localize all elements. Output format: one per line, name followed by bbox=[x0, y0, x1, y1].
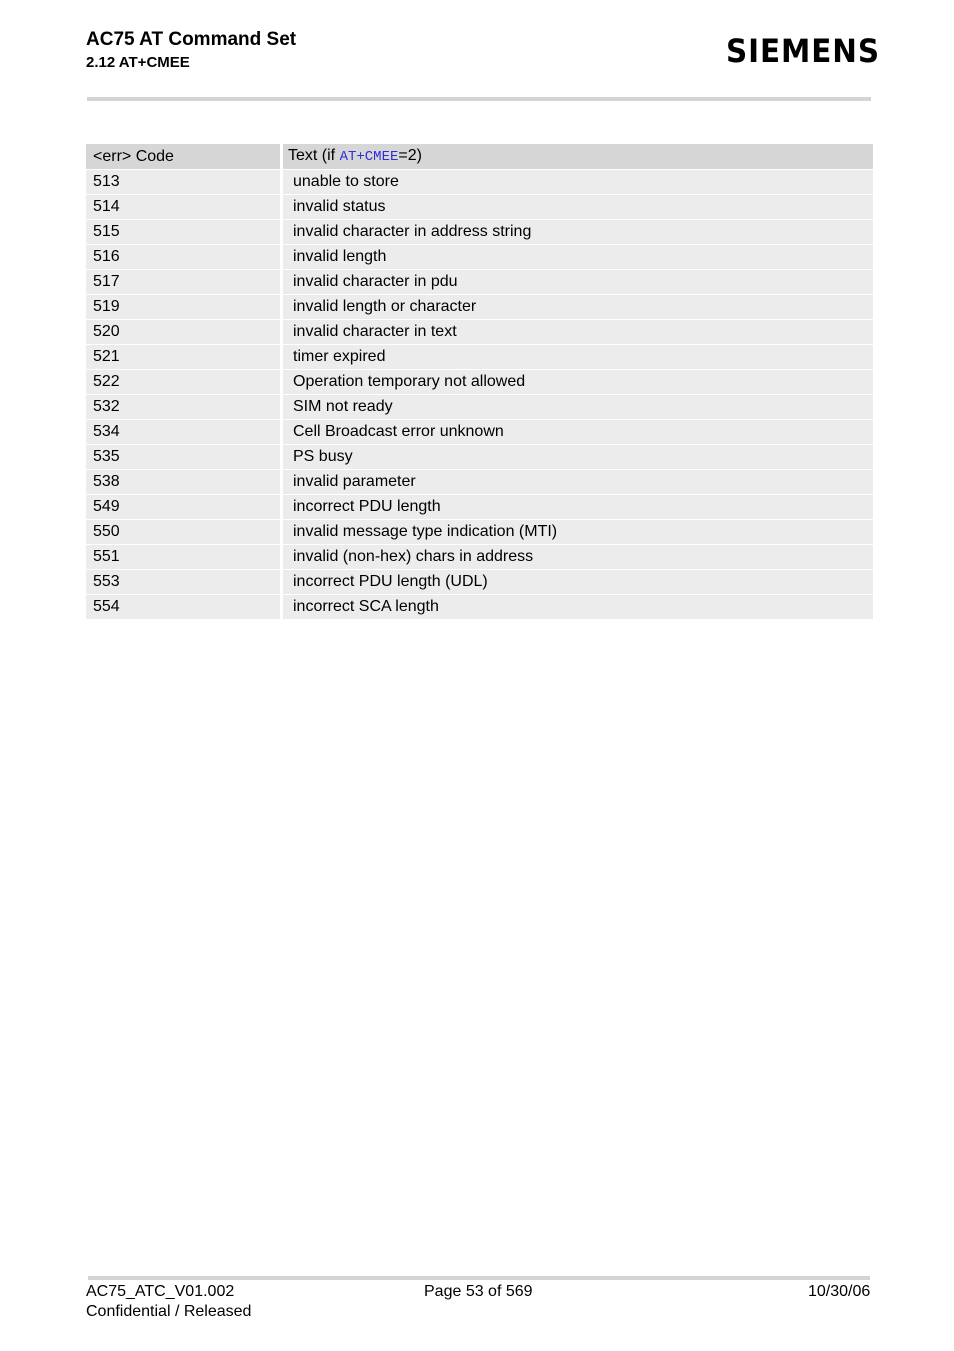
error-text-cell: invalid (non-hex) chars in address bbox=[283, 545, 873, 570]
header-text-prefix: Text (if bbox=[288, 147, 340, 164]
table-row bbox=[86, 595, 873, 620]
table-row bbox=[86, 545, 873, 570]
table-row bbox=[86, 495, 873, 520]
error-code-cell: 551 bbox=[86, 545, 283, 570]
error-code-cell: 532 bbox=[86, 395, 283, 420]
footer-status: Confidential / Released bbox=[86, 1303, 252, 1320]
header-text-suffix: =2) bbox=[398, 147, 422, 164]
error-code-cell: 549 bbox=[86, 495, 283, 520]
error-code-table bbox=[86, 144, 873, 620]
table-row bbox=[86, 520, 873, 545]
error-text-cell: invalid status bbox=[283, 195, 873, 220]
table-row bbox=[86, 195, 873, 220]
error-code-cell: 550 bbox=[86, 520, 283, 545]
error-text-cell: unable to store bbox=[283, 170, 873, 195]
error-code-cell: 515 bbox=[86, 220, 283, 245]
error-code-cell: 535 bbox=[86, 445, 283, 470]
footer-page-number: Page 53 of 569 bbox=[424, 1283, 533, 1300]
error-text-cell: invalid message type indication (MTI) bbox=[283, 520, 873, 545]
document-title: AC75 AT Command Set bbox=[86, 29, 297, 50]
table-row bbox=[86, 245, 873, 270]
error-code-cell: 522 bbox=[86, 370, 283, 395]
table-row bbox=[86, 320, 873, 345]
error-text-cell: incorrect PDU length bbox=[283, 495, 873, 520]
error-code-cell: 519 bbox=[86, 295, 283, 320]
table-row bbox=[86, 370, 873, 395]
error-text-cell: invalid character in pdu bbox=[283, 270, 873, 295]
error-text-cell: invalid length or character bbox=[283, 295, 873, 320]
table-row bbox=[86, 295, 873, 320]
footer-date: 10/30/06 bbox=[808, 1283, 871, 1300]
table-row bbox=[86, 420, 873, 445]
error-text-cell: SIM not ready bbox=[283, 395, 873, 420]
table-row bbox=[86, 470, 873, 495]
error-code-cell: 516 bbox=[86, 245, 283, 270]
footer-rule bbox=[88, 1276, 870, 1280]
error-text-cell: Operation temporary not allowed bbox=[283, 370, 873, 395]
error-code-cell: 513 bbox=[86, 170, 283, 195]
error-code-cell: 517 bbox=[86, 270, 283, 295]
table-row bbox=[86, 220, 873, 245]
at-cmee-link[interactable]: AT+CMEE bbox=[339, 149, 399, 165]
error-text-cell: timer expired bbox=[283, 345, 873, 370]
table-row bbox=[86, 395, 873, 420]
error-code-cell: 521 bbox=[86, 345, 283, 370]
error-code-cell: 534 bbox=[86, 420, 283, 445]
error-code-cell: 514 bbox=[86, 195, 283, 220]
error-text-cell: incorrect SCA length bbox=[283, 595, 873, 620]
footer-document-id: AC75_ATC_V01.002 bbox=[86, 1283, 235, 1300]
error-text-cell: Cell Broadcast error unknown bbox=[283, 420, 873, 445]
error-code-cell: 554 bbox=[86, 595, 283, 620]
section-heading: 2.12 AT+CMEE bbox=[86, 54, 190, 71]
table-row bbox=[86, 270, 873, 295]
table-row bbox=[86, 445, 873, 470]
column-header-text bbox=[283, 144, 873, 170]
error-text-cell: invalid character in text bbox=[283, 320, 873, 345]
header-rule bbox=[87, 97, 871, 101]
error-text-cell: invalid length bbox=[283, 245, 873, 270]
table-row bbox=[86, 170, 873, 195]
error-text-cell: invalid character in address string bbox=[283, 220, 873, 245]
table-header-row bbox=[86, 144, 873, 170]
table-row bbox=[86, 570, 873, 595]
siemens-logo: SIEMENS bbox=[726, 32, 880, 70]
error-text-cell: incorrect PDU length (UDL) bbox=[283, 570, 873, 595]
error-code-cell: 520 bbox=[86, 320, 283, 345]
error-text-cell: invalid parameter bbox=[283, 470, 873, 495]
column-header-code: <err> Code bbox=[86, 144, 283, 170]
error-code-cell: 538 bbox=[86, 470, 283, 495]
error-text-cell: PS busy bbox=[283, 445, 873, 470]
error-code-cell: 553 bbox=[86, 570, 283, 595]
table-row bbox=[86, 345, 873, 370]
